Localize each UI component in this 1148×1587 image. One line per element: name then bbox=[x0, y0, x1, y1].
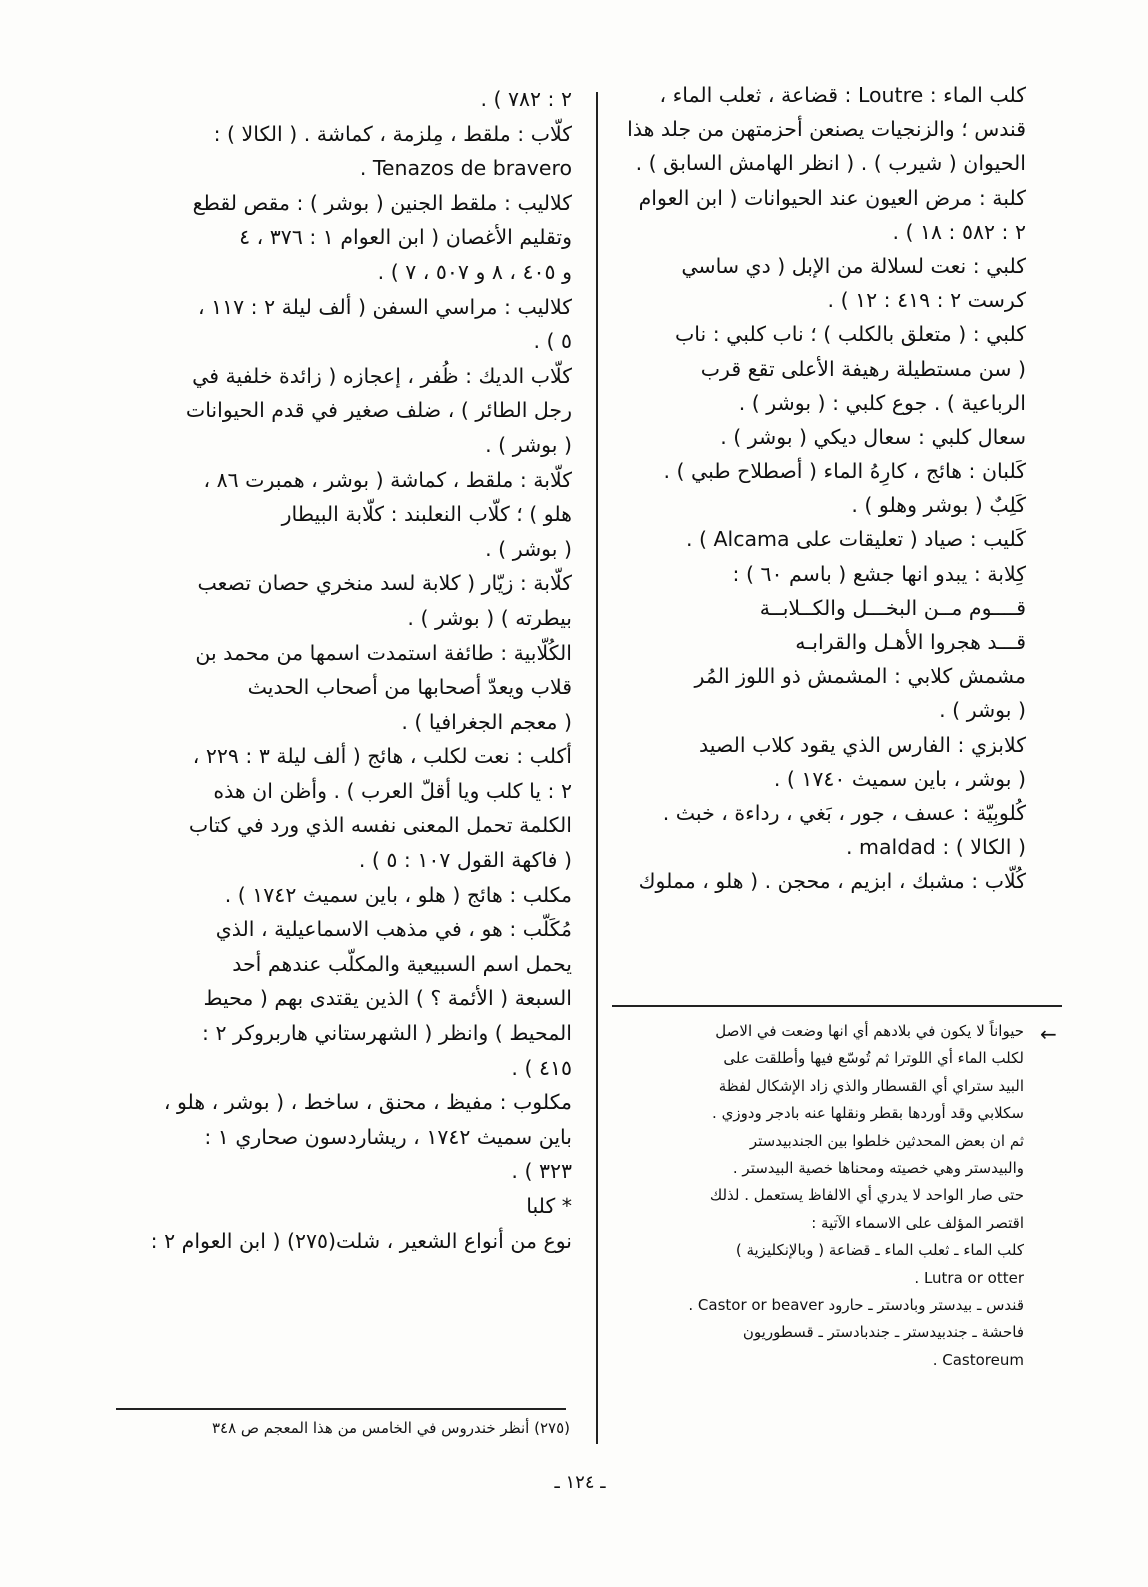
footnote-line: حيواناً لا يكون في بلادهم أي انها وضعت في الاصل bbox=[715, 1022, 1024, 1040]
entry-line: كلب الماء : Loutre : قضاعة ، ثعلب الماء ، bbox=[659, 83, 1026, 107]
entry-line: كلّاب : ملقط ، مِلزمة ، كماشة . ( الكالا ) : bbox=[213, 121, 572, 146]
entry-line: ( سن مستطيلة رهيفة الأعلى تقع قرب bbox=[700, 356, 1026, 381]
entry-line: كرست ٢ : ٤١٩ : ١٢ ) . bbox=[827, 288, 1026, 313]
entry-line: كُلوبِيّة : عسف ، جور ، بَغي ، رداءة ، خبث . bbox=[662, 800, 1026, 825]
entry-line: نوع من أنواع الشعير ، شلت(٢٧٥) ( ابن العوام ٢ : bbox=[150, 1228, 572, 1253]
entry-line: قـــد هجروا الأهـل والقرابـه bbox=[795, 630, 1026, 654]
footnote-line: قندس ـ بيدستر وبادستر ـ حارود Castor or beaver . bbox=[688, 1295, 1024, 1314]
entry-line: قندس ؛ والزنجيات يصنعن أحزمتهن من جلد هذا bbox=[627, 117, 1026, 142]
continued-footnote bbox=[612, 1018, 1024, 1374]
entry-line: كلّابة : زيّار ( كلابة لسد منخري حصان تصعب bbox=[197, 571, 572, 596]
entry-line: رجل الطائر ) ، ضلف صغير في قدم الحيوانات bbox=[185, 398, 572, 423]
footnote-275: (٢٧٥) أنظر خندروس في الخامس من هذا المعجم ص ٣٤٨ bbox=[211, 1419, 570, 1437]
entry-line: كلاليب : مراسي السفن ( ألف ليلة ٢ : ١١٧ ، bbox=[197, 294, 572, 319]
footnote-line: لكلب الماء أي اللوترا ثم تُوسّع فيها وأطلقت على bbox=[723, 1049, 1024, 1068]
entry-line: ٢ : ٥٨٢ : ١٨ ) . bbox=[892, 219, 1026, 244]
right-column bbox=[612, 78, 1026, 899]
entry-line: يحمل اسم السبيعية والمكلّب عندهم أحد bbox=[232, 951, 572, 976]
entry-line: ( بوشر ، باين سميث ١٧٤٠ ) . bbox=[773, 766, 1026, 791]
footnote-line: والبيدستر وهي خصيته ومحناها خصية البيدستر . bbox=[732, 1158, 1024, 1177]
entry-line: الكلمة تحمل المعنى نفسه الذي ورد في كتاب bbox=[188, 813, 572, 838]
entry-line: كلاليب : ملقط الجنين ( بوشر ) : مقص لقطع bbox=[192, 190, 572, 215]
entry-line: كَلِبٌ ( بوشر وهلو ) . bbox=[851, 493, 1026, 518]
entry-line: بيطرته ) ( بوشر ) . bbox=[407, 605, 572, 630]
footnote-line: سكلابي وقد أوردها بقطر ونقلها عنه بادجر ودوزي . bbox=[712, 1104, 1024, 1123]
entry-line: كلبي : ( متعلق بالكلب ) ؛ ناب كلبي : ناب bbox=[674, 322, 1026, 347]
entry-line: قــــوم مــن البخـــل والكــلابــة bbox=[759, 595, 1026, 620]
entry-line: كلابزي : الفارس الذي يقود كلاب الصيد bbox=[698, 732, 1026, 757]
entry-line: الرباعية ) . جوع كلبي : ( بوشر ) . bbox=[738, 390, 1026, 415]
entry-line: ٤١٥ ) . bbox=[511, 1055, 572, 1080]
left-column bbox=[112, 82, 572, 1258]
page-number: ـ ١٢٤ ـ bbox=[554, 1472, 606, 1493]
entry-line: هلو ) ؛ كلّاب النعلبند : كلّابة البيطار bbox=[281, 502, 572, 527]
entry-line: ٢ : يا كلب ويا أقلّ العرب ) . وأظن ان هذه bbox=[213, 778, 572, 803]
footnote-line: Lutra or otter . bbox=[914, 1268, 1024, 1287]
entry-line: وتقليم الأغصان ( ابن العوام ١ : ٣٧٦ ، ٤ bbox=[239, 225, 572, 250]
footnote-line: اقتصر المؤلف على الاسماء الآتية : bbox=[811, 1213, 1024, 1232]
entry-line: ٥ ) . bbox=[533, 329, 572, 354]
entry-line: ( فاكهة القول ١٠٧ : ٥ ) . bbox=[358, 848, 572, 873]
entry-line: * كلبا bbox=[526, 1194, 572, 1218]
entry-line: كلبة : مرض العيون عند الحيوانات ( ابن العوام bbox=[638, 185, 1026, 210]
footnote-separator bbox=[116, 1408, 566, 1410]
entry-line: كَلبان : هائج ، كارِهُ الماء ( أصطلاح طبي ) . bbox=[663, 459, 1026, 484]
entry-line: المحيط ) وانظر ( الشهرستاني هاربروكر ٢ : bbox=[202, 1021, 572, 1046]
entry-line: مُكَلّب : هو ، في مذهب الاسماعيلية ، الذي bbox=[215, 917, 572, 942]
entry-line: قلاب ويعدّ أصحابها من أصحاب الحديث bbox=[247, 675, 572, 700]
entry-line: باين سميث ١٧٤٢ ، ريشاردسون صحاري ١ : bbox=[204, 1124, 572, 1149]
column-divider bbox=[596, 92, 598, 1444]
entry-line: مكلوب : مفيظ ، محنق ، ساخط ، ( بوشر ، هلو ، bbox=[163, 1090, 572, 1115]
entry-line: كُلّاب : مشبك ، ابزيم ، محجن . ( هلو ، مملوك bbox=[638, 869, 1026, 894]
entry-line: ( بوشر ) . bbox=[485, 536, 572, 561]
entry-line: ( معجم الجغرافيا ) . bbox=[401, 709, 572, 734]
entry-line: الحيوان ( شيرب ) . ( انظر الهامش السابق ) . bbox=[635, 151, 1026, 176]
entry-line: الكُلّابية : طائفة استمدت اسمها من محمد بن bbox=[195, 640, 572, 665]
entry-line: ( بوشر ) . bbox=[485, 432, 572, 457]
entry-line: كِلابة : يبدو انها جشع ( باسم ٦٠ ) : bbox=[732, 561, 1026, 586]
entry-line: أكلب : نعت لكلب ، هائج ( ألف ليلة ٣ : ٢٢٩ ، bbox=[192, 744, 572, 769]
notes-separator bbox=[612, 1005, 1062, 1007]
entry-line: السبعة ( الأئمة ؟ ) الذين يقتدى بهم ( محيط bbox=[203, 986, 572, 1011]
entry-line: ( بوشر ) . bbox=[939, 698, 1026, 723]
entry-line: كلبي : نعت لسلالة من الإبل ( دي ساسي bbox=[681, 253, 1026, 278]
entry-line: كلّاب الديك : ظُفر ، إعجازه ( زائدة خلفية في bbox=[192, 363, 572, 388]
entry-line: ٢ : ٧٨٢ ) . bbox=[480, 87, 572, 111]
footnote-line: البيد ستراي أي القسطار والذي زاد الإشكال لفظة bbox=[718, 1076, 1024, 1095]
entry-line: ٣٢٣ ) . bbox=[511, 1159, 572, 1184]
entry-line: كلّابة : ملقط ، كماشة ( بوشر ، همبرت ٨٦ ، bbox=[203, 467, 572, 492]
entry-line: سعال كلبي : سعال ديكي ( بوشر ) . bbox=[720, 424, 1026, 449]
entry-line: و ٤٠٥ ، ٨ و ٥٠٧ ، ٧ ) . bbox=[377, 259, 572, 284]
footnote-line: Castoreum . bbox=[932, 1350, 1024, 1369]
footnote-line: فاحشة ـ جندبيدستر ـ جندبادستر ـ قسطوريون bbox=[742, 1323, 1024, 1342]
entry-line: Tenazos de bravero . bbox=[359, 156, 572, 181]
entry-line: مشمش كلابي : المشمش ذو اللوز المُر bbox=[694, 664, 1026, 689]
entry-line: ( الكالا ) : maldad . bbox=[845, 835, 1026, 860]
footnote-line: حتى صار الواحد لا يدري أي الالفاظ يستعمل . لذلك bbox=[709, 1186, 1024, 1205]
note-continuation-arrow: ← bbox=[1040, 1022, 1057, 1046]
footnote-line: كلب الماء ـ ثعلب الماء ـ قضاعة ( وبالإنكليزية ) bbox=[735, 1241, 1024, 1260]
entry-line: مكلب : هائج ( هلو ، باين سميث ١٧٤٢ ) . bbox=[224, 882, 572, 907]
entry-line: كَليب : صياد ( تعليقات على Alcama ) . bbox=[685, 527, 1026, 552]
footnote-line: ثم ان بعض المحدثين خلطوا بين الجندبيدستر bbox=[749, 1131, 1024, 1150]
